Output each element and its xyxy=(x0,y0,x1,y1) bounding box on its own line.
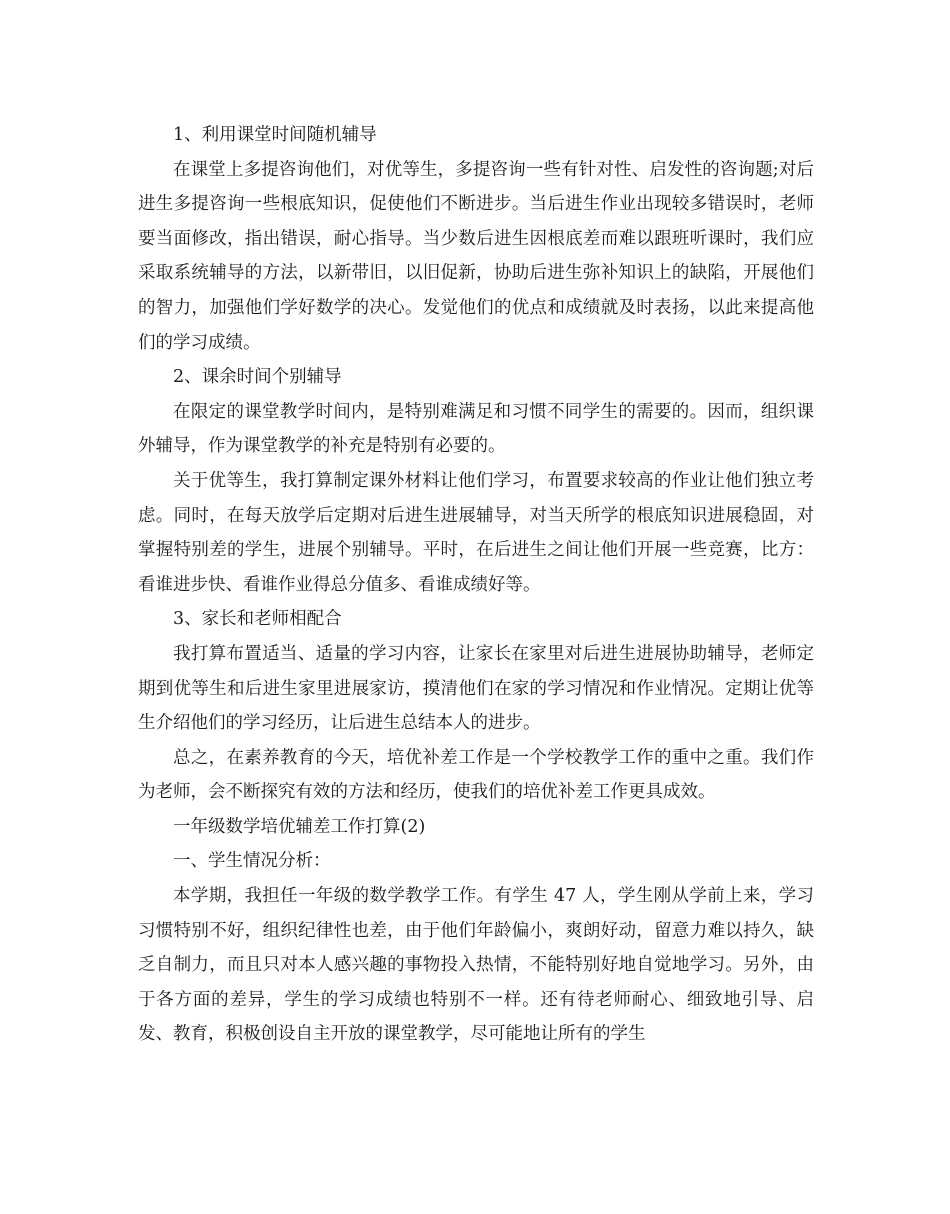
section-heading-student-analysis: 一、学生情况分析： xyxy=(173,851,331,872)
body-paragraph: 关于优等生，我打算制定课外材料让他们学习，布置要求较高的作业让他们独立考虑。同时，在每天放学后定期对后进生进展辅导，对当天所学的根底知识进展稳固，对掌握特别差的学生，进展个别辅导。平时，在后进生之间让他们开展一些竞赛，比方：看谁进步快、看谁作业得总分值多、看谁成绩好等。 xyxy=(138,470,814,595)
section-heading-3: 3、家长和老师相配合 xyxy=(173,609,342,630)
body-paragraph: 在限定的课堂教学时间内，是特别难满足和习惯不同学生的需要的。因而，组织课外辅导，作为课堂教学的补充是特别有必要的。 xyxy=(138,401,814,457)
body-paragraph: 我打算布置适当、适量的学习内容，让家长在家里对后进生进展协助辅导，老师定期到优等生和后进生家里进展家访，摸清他们在家的学习情况和作业情况。定期让优等生介绍他们的学习经历，让后进生总结本人的进步。 xyxy=(138,643,814,734)
section-heading-2: 2、课余时间个别辅导 xyxy=(173,367,342,388)
section-heading-1: 1、利用课堂时间随机辅导 xyxy=(173,125,377,145)
body-paragraph: 本学期，我担任一年级的数学教学工作。有学生 47 人，学生刚从学前上来，学习习惯特别不好，组织纪律性也差，由于他们年龄偏小，爽朗好动，留意力难以持久，缺乏自制力，而且只对本人感兴趣的事物投入热情，不能特别好地自觉地学习。另外，由于各方面的差异，学生的学习成绩也特别不一样。还有待老师耐心、细致地引导、启发、教育，积极创设自主开放的课堂教学，尽可能地让所有的学生 xyxy=(138,886,814,1045)
document-subtitle: 一年级数学培优辅差工作打算(2) xyxy=(173,816,426,837)
body-paragraph: 在课堂上多提咨询他们，对优等生，多提咨询一些有针对性、启发性的咨询题;对后进生多提咨询一些根底知识，促使他们不断进步。当后进生作业出现较多错误时，老师要当面修改，指出错误，耐心指导。当少数后进生因根底差而难以跟班听课时，我们应采取系统辅导的方法，以新带旧，以旧促新，协助后进生弥补知识上的缺陷，开展他们的智力，加强他们学好数学的决心。发觉他们的优点和成绩就及时表扬，以此来提高他们的学习成绩。 xyxy=(138,159,814,353)
body-paragraph: 总之，在素养教育的今天，培优补差工作是一个学校教学工作的重中之重。我们作为老师，会不断探究有效的方法和经历，使我们的培优补差工作更具成效。 xyxy=(138,747,814,803)
document-page xyxy=(138,118,814,1052)
